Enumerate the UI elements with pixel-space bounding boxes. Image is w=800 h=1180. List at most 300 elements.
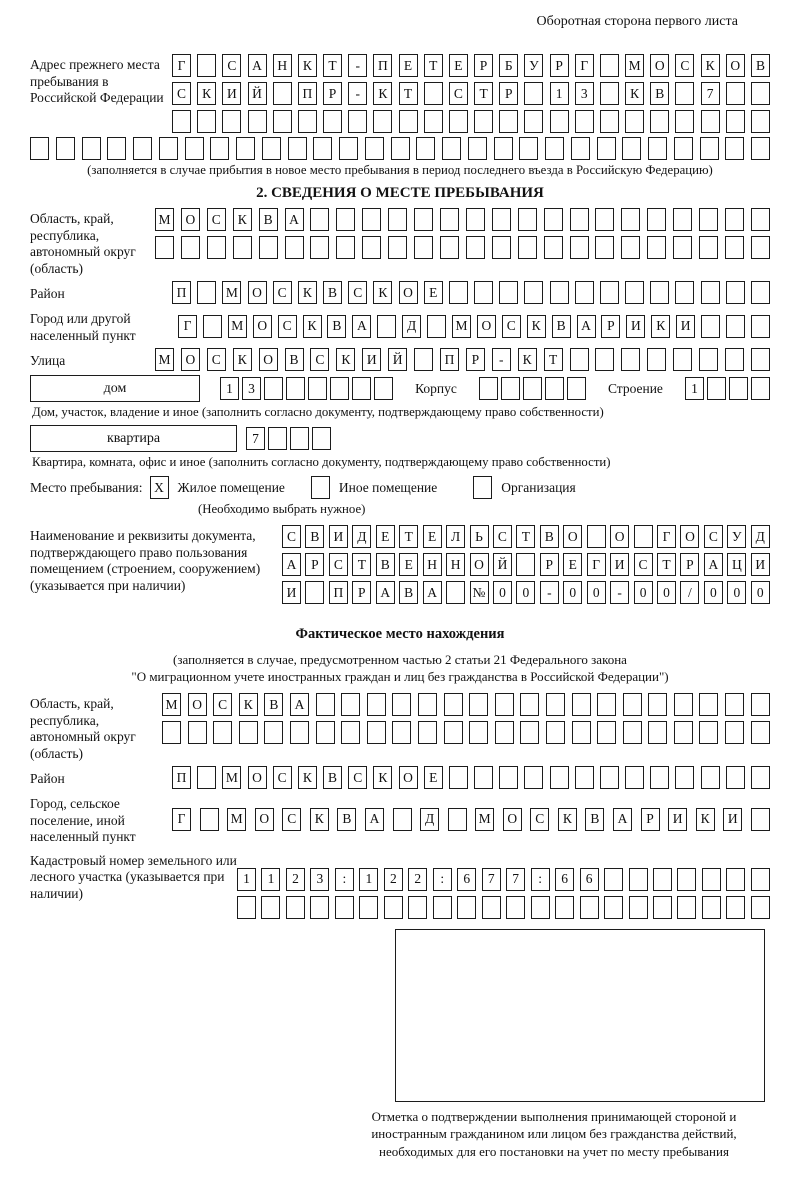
char-box: Л — [446, 525, 465, 548]
char-box — [546, 693, 565, 716]
char-box: Т — [399, 525, 418, 548]
char-box — [30, 137, 49, 160]
char-box: Г — [172, 808, 191, 831]
char-box: - — [610, 581, 629, 604]
char-box: О — [188, 693, 207, 716]
stroenie-label: Строение — [607, 380, 663, 396]
char-box — [433, 896, 452, 919]
char-box — [629, 868, 648, 891]
char-box: 6 — [555, 868, 574, 891]
char-box: К — [651, 315, 670, 338]
char-box: С — [310, 348, 329, 371]
char-box — [725, 693, 744, 716]
registration-stamp-note: Отметка о подтверждении выполнения принимающей стороной и иностранным гражданином или лицом без гражданства действий, необходимых для его постановки на учет по месту пребывания — [371, 1108, 737, 1159]
char-box — [675, 766, 694, 789]
cadastral-block — [30, 850, 770, 919]
char-box — [674, 721, 693, 744]
char-box: Б — [499, 54, 518, 77]
char-box: Т — [399, 82, 418, 105]
char-box — [699, 693, 718, 716]
char-box: Н — [423, 553, 442, 576]
region-row-1 — [155, 208, 770, 231]
char-box — [751, 868, 770, 891]
char-box — [259, 236, 278, 259]
char-box — [499, 766, 518, 789]
char-box: Г — [172, 54, 191, 77]
char-box: О — [399, 281, 418, 304]
street-block — [30, 348, 770, 371]
stay-type-option-organization: Организация — [501, 479, 576, 495]
prev-address-row-1 — [172, 54, 770, 77]
stay-type-label: Место пребывания: — [30, 479, 143, 495]
char-box: К — [558, 808, 577, 831]
char-box: В — [305, 525, 324, 548]
char-box — [155, 236, 174, 259]
char-box: 2 — [384, 868, 403, 891]
char-box: И — [222, 82, 241, 105]
char-box: 0 — [634, 581, 653, 604]
stay-type-option-other: Иное помещение — [338, 479, 438, 495]
char-box — [726, 315, 745, 338]
char-box: 0 — [563, 581, 582, 604]
char-box: Д — [420, 808, 439, 831]
char-box — [597, 137, 616, 160]
section2-title: 2. СВЕДЕНИЯ О МЕСТЕ ПРЕБЫВАНИЯ — [256, 185, 544, 201]
char-box — [751, 693, 770, 716]
char-box — [172, 110, 191, 133]
char-box: А — [704, 553, 723, 576]
char-box: Е — [399, 553, 418, 576]
city-label: Город или другой населенный пункт — [30, 311, 136, 343]
char-box: 0 — [727, 581, 746, 604]
char-box — [56, 137, 75, 160]
char-box: К — [701, 54, 720, 77]
char-box: Е — [423, 525, 442, 548]
char-box — [518, 236, 537, 259]
char-box — [621, 208, 640, 231]
char-box: 0 — [657, 581, 676, 604]
char-box: С — [273, 766, 292, 789]
char-box: К — [298, 54, 317, 77]
char-box — [468, 137, 487, 160]
char-box: О — [181, 348, 200, 371]
char-box — [550, 110, 569, 133]
char-box — [725, 137, 744, 160]
char-box — [597, 721, 616, 744]
char-box — [261, 896, 280, 919]
char-box — [699, 348, 718, 371]
char-box — [359, 896, 378, 919]
char-box: В — [751, 54, 770, 77]
char-box: К — [518, 348, 537, 371]
char-box — [367, 721, 386, 744]
char-box — [751, 896, 770, 919]
char-box — [699, 208, 718, 231]
prev-address-row-2 — [172, 82, 770, 105]
char-box — [571, 137, 590, 160]
char-box: М — [452, 315, 471, 338]
char-box — [751, 808, 770, 831]
char-box: П — [172, 281, 191, 304]
char-box — [572, 693, 591, 716]
char-box — [751, 766, 770, 789]
char-box — [702, 868, 721, 891]
char-box: М — [162, 693, 181, 716]
char-box: О — [259, 348, 278, 371]
char-box — [567, 377, 586, 400]
city-block — [30, 308, 770, 344]
char-box: В — [540, 525, 559, 548]
char-box — [197, 766, 216, 789]
char-box — [700, 137, 719, 160]
char-box — [555, 896, 574, 919]
char-box: Ц — [727, 553, 746, 576]
char-box — [751, 348, 770, 371]
char-box: М — [222, 766, 241, 789]
char-box — [188, 721, 207, 744]
char-box: 7 — [482, 868, 501, 891]
char-box — [600, 766, 619, 789]
char-box — [492, 208, 511, 231]
char-box — [273, 110, 292, 133]
char-box — [600, 110, 619, 133]
char-box — [285, 236, 304, 259]
actual-city-label: Город, сельское поселение, иной населенный пункт — [30, 796, 136, 844]
char-box — [298, 110, 317, 133]
char-box — [290, 427, 309, 450]
char-box: : — [433, 868, 452, 891]
char-box — [604, 868, 623, 891]
char-box — [729, 377, 748, 400]
char-box: 7 — [701, 82, 720, 105]
char-box — [523, 377, 542, 400]
char-box — [524, 766, 543, 789]
char-box: С — [172, 82, 191, 105]
char-box — [444, 721, 463, 744]
char-box: И — [676, 315, 695, 338]
char-box — [440, 208, 459, 231]
char-box: Е — [449, 54, 468, 77]
char-box — [701, 110, 720, 133]
char-box — [625, 766, 644, 789]
char-box — [273, 82, 292, 105]
char-box — [203, 315, 222, 338]
ownership-document-rows — [282, 525, 770, 604]
ownership-document-block — [30, 525, 770, 604]
prev-address-note: (заполняется в случае прибытия в новое место пребывания в период последнего въезда в Российскую Федерацию) — [87, 163, 713, 177]
char-box — [726, 281, 745, 304]
char-box: С — [704, 525, 723, 548]
apartment-row — [30, 425, 770, 452]
char-box: О — [399, 766, 418, 789]
char-box — [604, 896, 623, 919]
char-box — [726, 766, 745, 789]
stay-type-checkbox-other — [311, 476, 330, 499]
char-box: И — [751, 553, 770, 576]
char-box — [751, 281, 770, 304]
char-box — [751, 208, 770, 231]
char-box — [446, 581, 465, 604]
prev-address-row-3 — [172, 110, 770, 133]
char-box: О — [255, 808, 274, 831]
char-box: Е — [376, 525, 395, 548]
char-box — [200, 808, 219, 831]
char-box: С — [530, 808, 549, 831]
char-box — [621, 348, 640, 371]
char-box: К — [310, 808, 329, 831]
char-box: С — [278, 315, 297, 338]
char-box: Д — [402, 315, 421, 338]
char-box — [197, 54, 216, 77]
char-box — [424, 110, 443, 133]
char-box — [312, 427, 331, 450]
street-label: Улица — [30, 352, 66, 368]
prev-address-label: Адрес прежнего места пребывания в Российской Федерации — [30, 57, 164, 105]
char-box — [210, 137, 229, 160]
prev-address-rows — [172, 54, 770, 133]
char-box — [677, 868, 696, 891]
char-box — [469, 721, 488, 744]
char-box — [414, 348, 433, 371]
char-box: 0 — [516, 581, 535, 604]
char-box: 7 — [506, 868, 525, 891]
char-box: : — [531, 868, 550, 891]
char-box — [595, 348, 614, 371]
char-box — [726, 868, 745, 891]
char-box — [647, 208, 666, 231]
char-box — [442, 137, 461, 160]
char-box: 0 — [493, 581, 512, 604]
char-box — [495, 721, 514, 744]
char-box — [725, 236, 744, 259]
char-box — [699, 236, 718, 259]
char-box: П — [373, 54, 392, 77]
char-box: М — [222, 281, 241, 304]
char-box: Р — [550, 54, 569, 77]
char-box — [392, 721, 411, 744]
char-box: П — [298, 82, 317, 105]
char-box — [634, 525, 653, 548]
char-box — [648, 693, 667, 716]
char-box: С — [329, 553, 348, 576]
char-box — [335, 896, 354, 919]
char-box: К — [239, 693, 258, 716]
char-box: М — [227, 808, 246, 831]
char-box: Г — [178, 315, 197, 338]
char-box — [499, 110, 518, 133]
char-box — [531, 896, 550, 919]
cadastral-row-2 — [237, 896, 770, 919]
char-box — [595, 236, 614, 259]
char-box: К — [696, 808, 715, 831]
char-box — [133, 137, 152, 160]
char-box — [290, 721, 309, 744]
char-box: О — [248, 281, 267, 304]
char-box: А — [248, 54, 267, 77]
char-box: М — [155, 208, 174, 231]
char-box — [408, 896, 427, 919]
char-box: А — [423, 581, 442, 604]
cadastral-rows — [237, 868, 770, 919]
char-box — [501, 377, 520, 400]
char-box: Н — [446, 553, 465, 576]
char-box: В — [650, 82, 669, 105]
char-box — [623, 693, 642, 716]
char-box: Р — [499, 82, 518, 105]
actual-region-rows — [162, 693, 770, 744]
page-side-note: Оборотная сторона первого листа — [536, 14, 738, 29]
char-box — [185, 137, 204, 160]
char-box — [159, 137, 178, 160]
char-box: В — [337, 808, 356, 831]
char-box: - — [492, 348, 511, 371]
char-box: К — [233, 348, 252, 371]
char-box: С — [222, 54, 241, 77]
char-box: Г — [657, 525, 676, 548]
cadastral-label: Кадастровый номер земельного или лесного участка (указывается при наличии) — [30, 852, 237, 901]
char-box: К — [527, 315, 546, 338]
char-box — [449, 110, 468, 133]
char-box: Р — [601, 315, 620, 338]
char-box — [623, 721, 642, 744]
actual-region-row-1 — [162, 693, 770, 716]
char-box: № — [470, 581, 489, 604]
apartment-label-box: квартира — [30, 425, 237, 452]
char-box — [239, 721, 258, 744]
char-box — [699, 721, 718, 744]
char-box: Т — [323, 54, 342, 77]
char-box — [550, 766, 569, 789]
char-box: / — [680, 581, 699, 604]
char-box: Т — [657, 553, 676, 576]
char-box: 6 — [580, 868, 599, 891]
char-box: К — [197, 82, 216, 105]
char-box — [625, 110, 644, 133]
actual-location-note-line1: (заполняется в случае, предусмотренном частью 2 статьи 21 Федерального закона — [173, 652, 627, 667]
char-box: 1 — [550, 82, 569, 105]
char-box: С — [675, 54, 694, 77]
char-box: Р — [352, 581, 371, 604]
char-box: Р — [466, 348, 485, 371]
char-box: Т — [474, 82, 493, 105]
char-box — [675, 110, 694, 133]
char-box — [622, 137, 641, 160]
char-box — [516, 553, 535, 576]
char-box — [520, 721, 539, 744]
char-box: Е — [399, 54, 418, 77]
char-box — [362, 208, 381, 231]
char-box: Е — [424, 766, 443, 789]
char-box: П — [329, 581, 348, 604]
char-box: К — [373, 281, 392, 304]
char-box: В — [323, 281, 342, 304]
char-box: К — [303, 315, 322, 338]
char-box — [494, 137, 513, 160]
actual-city-block — [30, 793, 770, 846]
char-box: С — [348, 766, 367, 789]
house-row — [30, 375, 770, 402]
char-box: И — [723, 808, 742, 831]
char-box — [414, 208, 433, 231]
char-box: 1 — [359, 868, 378, 891]
char-box: 0 — [704, 581, 723, 604]
char-box — [341, 693, 360, 716]
char-box — [341, 721, 360, 744]
char-box — [424, 82, 443, 105]
char-box: Т — [424, 54, 443, 77]
char-box — [600, 281, 619, 304]
char-box: К — [233, 208, 252, 231]
char-box — [653, 896, 672, 919]
char-box — [675, 82, 694, 105]
char-box — [336, 236, 355, 259]
char-box — [213, 721, 232, 744]
char-box: О — [503, 808, 522, 831]
char-box: Р — [540, 553, 559, 576]
char-box — [474, 766, 493, 789]
char-box — [479, 377, 498, 400]
char-box — [222, 110, 241, 133]
char-box: В — [327, 315, 346, 338]
char-box — [673, 348, 692, 371]
char-box — [621, 236, 640, 259]
char-box: Й — [493, 553, 512, 576]
char-box: М — [625, 54, 644, 77]
char-box — [448, 808, 467, 831]
char-box: В — [323, 766, 342, 789]
char-box — [519, 137, 538, 160]
actual-district-label: Район — [30, 770, 65, 786]
district-block — [30, 281, 770, 304]
char-box: 2 — [408, 868, 427, 891]
char-box — [416, 137, 435, 160]
char-box — [457, 896, 476, 919]
char-box — [414, 236, 433, 259]
house-cells — [220, 377, 393, 400]
char-box: В — [552, 315, 571, 338]
char-box: А — [376, 581, 395, 604]
char-box: А — [352, 315, 371, 338]
char-box: Р — [323, 82, 342, 105]
char-box — [701, 766, 720, 789]
char-box — [650, 766, 669, 789]
char-box — [600, 82, 619, 105]
char-box: И — [626, 315, 645, 338]
char-box — [388, 208, 407, 231]
house-label-box: дом — [30, 375, 200, 402]
char-box — [374, 377, 393, 400]
stay-type-option-residential: Жилое помещение — [177, 479, 285, 495]
char-box: О — [680, 525, 699, 548]
char-box — [313, 137, 332, 160]
char-box — [308, 377, 327, 400]
char-box — [440, 236, 459, 259]
char-box — [207, 236, 226, 259]
char-box: Р — [474, 54, 493, 77]
char-box — [469, 693, 488, 716]
char-box — [499, 281, 518, 304]
char-box — [444, 693, 463, 716]
char-box — [162, 721, 181, 744]
district-row — [172, 281, 770, 304]
actual-region-block — [30, 693, 770, 762]
char-box — [388, 236, 407, 259]
char-box — [725, 208, 744, 231]
actual-region-label: Область, край, республика, автономный округ (область) — [30, 696, 136, 761]
korpus-label: Корпус — [415, 380, 457, 396]
ownership-document-label: Наименование и реквизиты документа, подтверждающего право пользования помещением (строением, сооружением) (указывается при наличии) — [30, 528, 261, 593]
char-box — [575, 766, 594, 789]
